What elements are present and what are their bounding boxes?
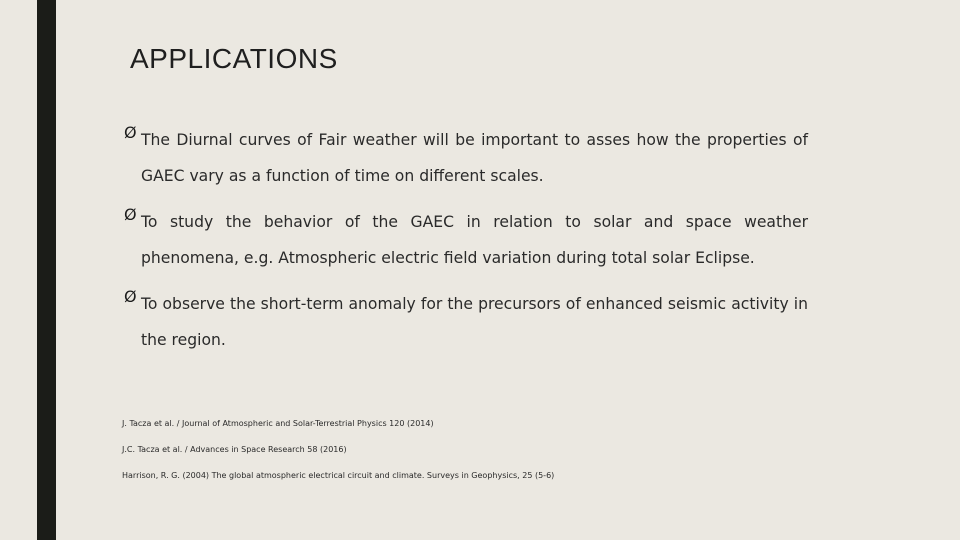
bullet-text: To study the behavior of the GAEC in relation to solar and space weather phenomena, e.g. Atmospheric electric field variation during total solar Eclipse. (141, 213, 808, 267)
bullet-text: The Diurnal curves of Fair weather will be important to asses how the properties of GAEC vary as a function of time on different scales. (141, 131, 808, 185)
reference-list (122, 418, 762, 496)
bullet-item (124, 122, 808, 194)
bullet-item (124, 204, 808, 276)
reference-item: J.C. Tacza et al. / Advances in Space Research 58 (2016) (122, 445, 347, 454)
bullet-text: To observe the short-term anomaly for the precursors of enhanced seismic activity in the region. (141, 295, 808, 349)
arrow-bullet-icon: Ø (124, 287, 137, 306)
bullet-item (124, 286, 808, 358)
arrow-bullet-icon: Ø (124, 205, 137, 224)
accent-side-bar (37, 0, 56, 540)
slide-title: APPLICATIONS (130, 43, 338, 74)
arrow-bullet-icon: Ø (124, 123, 137, 142)
reference-item: Harrison, R. G. (2004) The global atmospheric electrical circuit and climate. Surveys in Geophysics, 25 (5-6) (122, 471, 555, 480)
reference-item: J. Tacza et al. / Journal of Atmospheric and Solar-Terrestrial Physics 120 (2014) (122, 419, 434, 428)
